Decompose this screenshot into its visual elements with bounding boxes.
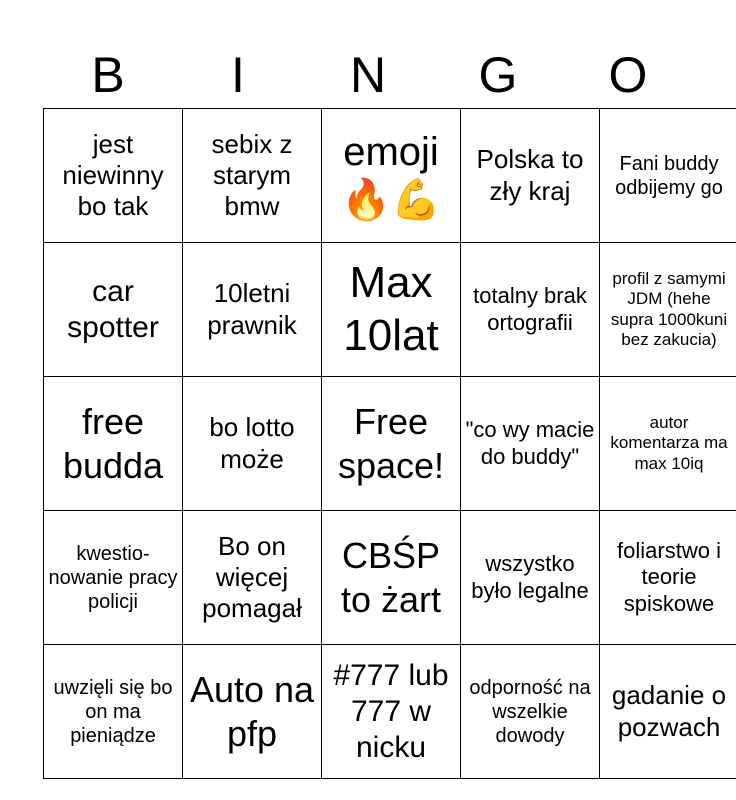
bingo-cell-r4c1[interactable]: kwestio-nowanie pracy policji — [44, 511, 183, 645]
bingo-cell-r5c1[interactable]: uwzięli się bo on ma pieniądze — [44, 645, 183, 779]
bingo-cell-r5c5[interactable]: gadanie o pozwach — [600, 645, 736, 779]
bingo-cell-r4c3[interactable]: CBŚP to żart — [322, 511, 461, 645]
bingo-cell-r1c3[interactable]: emoji 🔥💪 — [322, 109, 461, 243]
bingo-cell-r3c4[interactable]: "co wy macie do buddy" — [461, 377, 600, 511]
bingo-cell-r1c5[interactable]: Fani buddy odbijemy go — [600, 109, 736, 243]
bingo-cell-r2c4[interactable]: totalny brak ortografii — [461, 243, 600, 377]
bingo-cell-r4c2[interactable]: Bo on więcej pomagał — [183, 511, 322, 645]
bingo-board — [43, 108, 736, 779]
bingo-cell-r3c2[interactable]: bo lotto może — [183, 377, 322, 511]
bingo-cell-r4c4[interactable]: wszystko było legalne — [461, 511, 600, 645]
bingo-cell-r4c5[interactable]: foliarstwo i teorie spiskowe — [600, 511, 736, 645]
header-letter-n: N — [349, 47, 387, 103]
header-letter-g: G — [478, 47, 518, 103]
bingo-header — [43, 40, 693, 110]
board-row-2 — [44, 243, 736, 377]
bingo-cell-r2c2[interactable]: 10letni prawnik — [183, 243, 322, 377]
bingo-cell-r3c5[interactable]: autor komentarza ma max 10iq — [600, 377, 736, 511]
board-row-5 — [44, 645, 736, 779]
bingo-cell-r1c4[interactable]: Polska to zły kraj — [461, 109, 600, 243]
bingo-cell-r5c4[interactable]: odporność na wszelkie dowody — [461, 645, 600, 779]
bingo-cell-r3c1[interactable]: free budda — [44, 377, 183, 511]
board-row-4 — [44, 511, 736, 645]
bingo-cell-r1c1[interactable]: jest niewinny bo tak — [44, 109, 183, 243]
bingo-cell-r2c3[interactable]: Max 10lat — [322, 243, 461, 377]
board-row-3 — [44, 377, 736, 511]
board-row-1 — [44, 109, 736, 243]
bingo-cell-r5c2[interactable]: Auto na pfp — [183, 645, 322, 779]
bingo-cell-r1c2[interactable]: sebix z starym bmw — [183, 109, 322, 243]
bingo-cell-r5c3[interactable]: #777 lub 777 w nicku — [322, 645, 461, 779]
bingo-cell-r3c3[interactable]: Free space! — [322, 377, 461, 511]
header-letter-o: O — [608, 47, 648, 103]
header-letter-b: B — [91, 47, 125, 103]
header-letter-i: I — [231, 47, 245, 103]
bingo-cell-r2c1[interactable]: car spotter — [44, 243, 183, 377]
bingo-cell-r2c5[interactable]: profil z samymi JDM (hehe supra 1000kuni bez zakucia) — [600, 243, 736, 377]
